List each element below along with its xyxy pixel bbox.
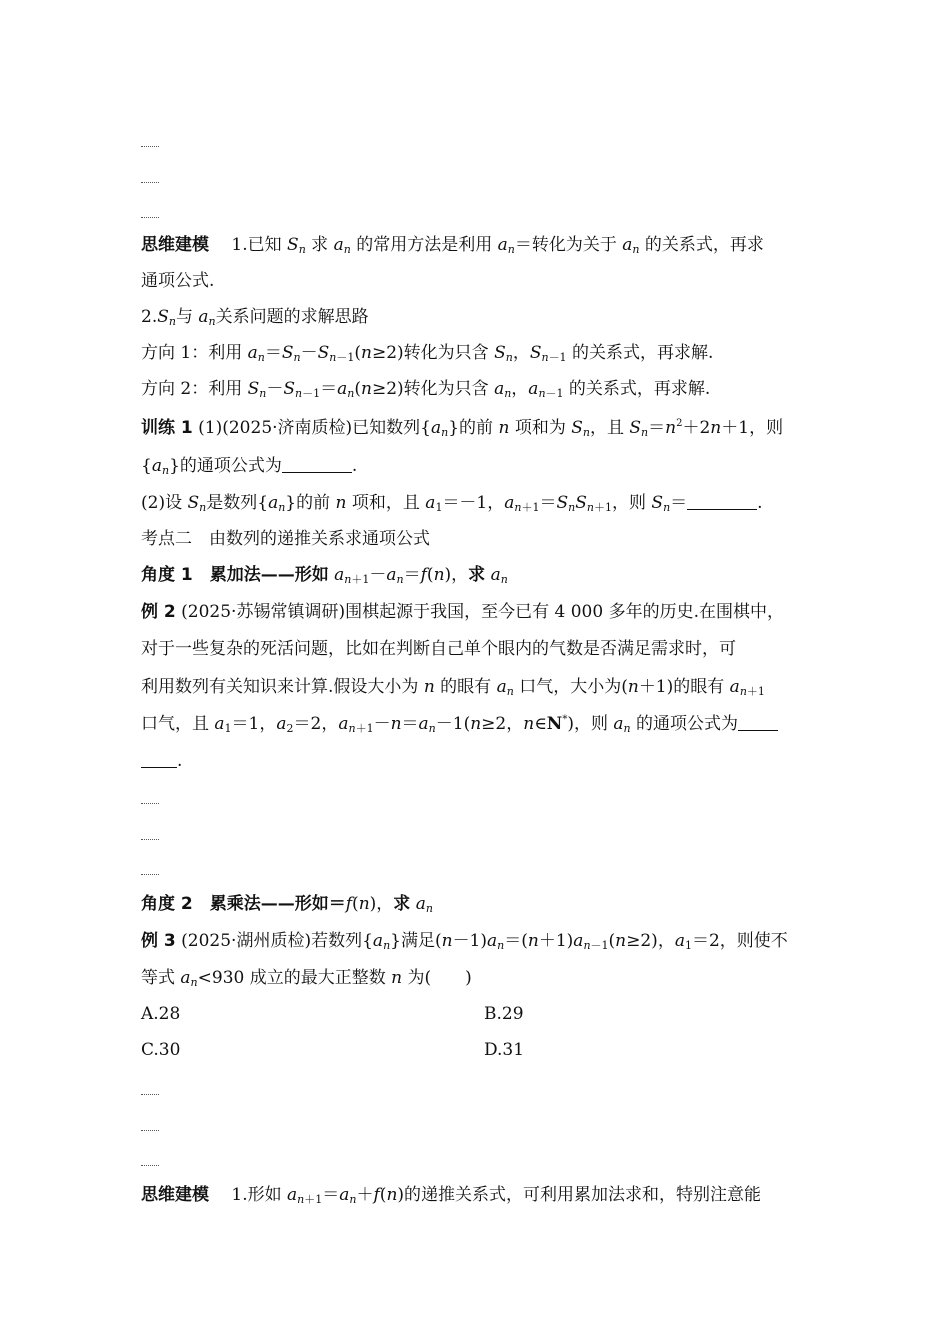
example-2-source: (2025·苏锡常镇调研) <box>181 602 346 622</box>
angle-2-heading: 角度 2 累乘法——形如＝f(n)，求 $a_n$ <box>141 894 433 915</box>
example-2-line-2: 对于一些复杂的死活问题，比如在判断自己单个眼内的气数是否满足需求时，可 <box>141 639 736 659</box>
example-2-line-1: 例 2 (2025·苏锡常镇调研)围棋起源于我国，至今已有 4 000 多年的历史.在围棋中， <box>141 602 784 622</box>
training-1-q1: 训练 1 (1)(2025·济南质检)已知数列$\{a_n\}$的前 n 项和为 $S_n$，且 $S_n=n^2+2n+1$，则 <box>141 418 784 439</box>
angle-1-heading: 角度 1 累加法——形如 $a_{n+1}-a_n=f(n)$，求 $a_n$ <box>141 565 508 586</box>
answer-line <box>141 1130 159 1131</box>
model-point-2: $2.S_n$与 $a_n$关系问题的求解思路 <box>141 307 369 328</box>
answer-line <box>141 217 159 218</box>
section-title: 考点二 由数列的递推关系求通项公式 <box>141 529 430 549</box>
training-source: (2025·济南质检) <box>222 418 353 438</box>
angle-1-title: 累加法——形如 <box>209 565 329 585</box>
answer-line <box>141 1094 159 1095</box>
example-2-line-4: 口气，且 $a_1=1$，$a_2=2$，$a_{n+1}-n=a_n-1(n\ge 2$，n∈N*)，则 $a_n$ 的通项公式为 <box>141 713 778 735</box>
direction-2: 方向 2：利用 $S_n-S_{n-1}=a_n(n\ge 2)$转化为只含 $a_n$，$a_{n-1}$ 的关系式，再求解. <box>141 379 711 400</box>
model-paragraph-2: 思维建模 1.形如 $a_{n+1}=a_n+f(n)$的递推关系式，可利用累加法求和，特别注意能 <box>141 1185 762 1206</box>
example-2-line-3: 利用数列有关知识来计算.假设大小为 n 的眼有 $a_n$ 口气，大小为(n＋1)的眼有 $a_{n+1}$ <box>141 677 765 698</box>
example-3-line-1: 例 3 (2025·湖州质检)若数列$\{a_n\}$满足$(n-1)a_n=(n+1)a_{n-1}(n\ge 2)$，$a_1=2$，则使不 <box>141 931 788 952</box>
answer-line <box>141 146 159 147</box>
training-label: 训练 1 <box>141 418 193 438</box>
model-paragraph-1: 思维建模 1.已知 $S_n$ 求 $a_n$ 的常用方法是利用 $a_n=$转化为关于 $a_n$ 的关系式，再求 <box>141 235 764 256</box>
answer-line <box>141 182 159 183</box>
example-2-label: 例 2 <box>141 602 176 622</box>
training-1-q2: (2)设 $S_n$是数列$\{a_n\}$的前 n 项和，且 $a_1=-1$，$a_{n+1}=S_nS_{n+1}$，则 $S_n=$ . <box>141 493 763 514</box>
option-c[interactable]: C.30 <box>141 1040 181 1060</box>
angle-1-label: 角度 1 <box>141 565 193 585</box>
model-label-2: 思维建模 <box>141 1185 209 1205</box>
direction-1: 方向 1：利用 $a_n=S_n-S_{n-1}(n\ge 2)$转化为只含 $S_n$，$S_{n-1}$ 的关系式，再求解. <box>141 343 714 364</box>
option-d[interactable]: D.31 <box>484 1040 525 1060</box>
example-3-source: (2025·湖州质检) <box>181 931 312 951</box>
example-3-label: 例 3 <box>141 931 176 951</box>
answer-line <box>141 874 159 875</box>
model-label: 思维建模 <box>141 235 209 255</box>
angle-2-title: 累乘法——形如＝ <box>209 894 346 914</box>
angle-2-label: 角度 2 <box>141 894 193 914</box>
option-a[interactable]: A.28 <box>141 1004 181 1024</box>
example-2-line-5: . <box>141 750 182 772</box>
model-paragraph-1-cont: 通项公式. <box>141 271 215 291</box>
example-3-line-2: 等式 $a_n<930$ 成立的最大正整数 n 为( ) <box>141 968 472 989</box>
answer-line <box>141 803 159 804</box>
answer-line <box>141 1165 159 1166</box>
option-b[interactable]: B.29 <box>484 1004 524 1024</box>
answer-line <box>141 839 159 840</box>
training-1-q1-cont: $\{a_n\}$的通项公式为 . <box>141 456 358 477</box>
